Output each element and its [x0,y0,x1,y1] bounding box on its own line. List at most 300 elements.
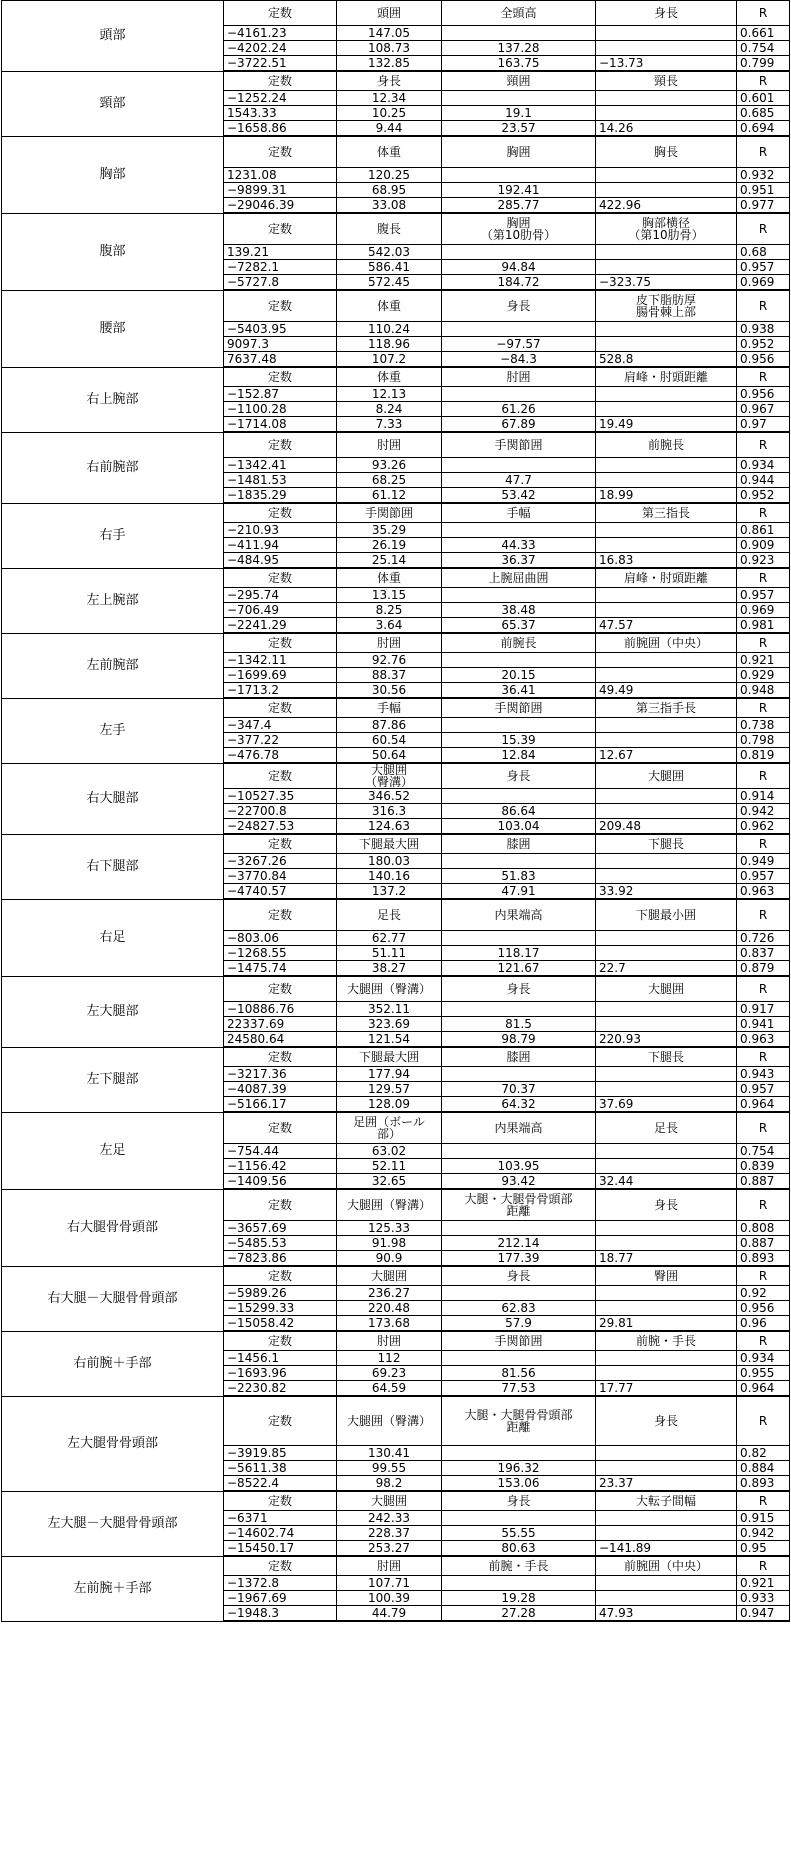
r-value-cell: 0.82 [737,1446,790,1461]
column-header: 肩峰・肘頭距離 [596,367,737,387]
coefficient-cell: 125.33 [337,1221,442,1236]
r-value-cell: 0.694 [737,121,790,137]
coefficient-cell: 9.44 [337,121,442,137]
column-header: 大腿囲 [337,1266,442,1286]
constant-cell: −152.87 [224,387,337,402]
column-header: 膝囲 [442,1047,596,1067]
coefficient-cell: 18.99 [596,488,737,504]
r-value-cell: 0.893 [737,1476,790,1492]
section-header-row [2,1112,790,1144]
coefficient-cell: 236.27 [337,1286,442,1301]
coefficient-cell: 228.37 [337,1526,442,1541]
coefficient-cell: 110.24 [337,322,442,337]
section-header-row [2,698,790,718]
constant-cell: −1835.29 [224,488,337,504]
constant-cell: −3267.26 [224,854,337,869]
column-header: 定数 [224,71,337,91]
column-header: R [737,503,790,523]
column-header: 肘囲 [337,1331,442,1351]
column-header: 手関節囲 [337,503,442,523]
coefficient-cell: 173.68 [337,1316,442,1332]
coefficient-cell: 92.76 [337,653,442,668]
r-value-cell: 0.601 [737,91,790,106]
column-header: 身長 [596,1396,737,1446]
constant-cell: −15058.42 [224,1316,337,1332]
coefficient-cell [442,588,596,603]
r-value-cell: 0.967 [737,402,790,417]
section-header-row [2,1047,790,1067]
coefficient-cell: 177.39 [442,1251,596,1267]
constant-cell: −15450.17 [224,1541,337,1557]
coefficient-cell [442,168,596,183]
coefficient-cell: 94.84 [442,260,596,275]
column-header: 身長 [442,1266,596,1286]
r-value-cell: 0.943 [737,1067,790,1082]
coefficient-cell: 86.64 [442,804,596,819]
r-value-cell: 0.957 [737,1082,790,1097]
section-name: 左大腿部 [2,976,224,1047]
column-header: 胸部横径 （第10肋骨） [596,213,737,245]
column-header: R [737,71,790,91]
column-header: R [737,367,790,387]
coefficient-cell [596,458,737,473]
coefficient-cell: 100.39 [337,1591,442,1606]
constant-cell: −3722.51 [224,56,337,72]
coefficient-cell: 120.25 [337,168,442,183]
coefficient-cell: 80.63 [442,1541,596,1557]
coefficient-cell: 8.25 [337,603,442,618]
coefficient-cell: 18.77 [596,1251,737,1267]
coefficient-cell [442,789,596,804]
coefficient-cell: 64.32 [442,1097,596,1113]
r-value-cell: 0.949 [737,854,790,869]
column-header: 手幅 [442,503,596,523]
coefficient-cell: 140.16 [337,869,442,884]
coefficient-cell [596,869,737,884]
coefficient-cell: 61.12 [337,488,442,504]
constant-cell: −5403.95 [224,322,337,337]
constant-cell: −347.4 [224,718,337,733]
coefficient-cell [596,1286,737,1301]
coefficient-cell [442,245,596,260]
coefficient-cell [596,588,737,603]
constant-cell: 24580.64 [224,1032,337,1048]
constant-cell: −10886.76 [224,1002,337,1017]
coefficient-cell: 220.93 [596,1032,737,1048]
column-header: 手関節囲 [442,432,596,458]
r-value-cell: 0.861 [737,523,790,538]
constant-cell: −5611.38 [224,1461,337,1476]
coefficient-cell [442,1351,596,1366]
constant-cell: −4740.57 [224,884,337,900]
r-value-cell: 0.951 [737,183,790,198]
section-name: 左手 [2,698,224,763]
coefficient-cell [596,538,737,553]
r-value-cell: 0.754 [737,41,790,56]
coefficient-cell: 137.28 [442,41,596,56]
coefficient-cell: 12.84 [442,748,596,764]
column-header: 定数 [224,1112,337,1144]
constant-cell: 9097.3 [224,337,337,352]
column-header: 体重 [337,290,442,322]
r-value-cell: 0.95 [737,1541,790,1557]
coefficient-cell: 23.37 [596,1476,737,1492]
r-value-cell: 0.963 [737,1032,790,1048]
coefficient-cell [596,1236,737,1251]
column-header: R [737,568,790,588]
r-value-cell: 0.92 [737,1286,790,1301]
column-header: R [737,1266,790,1286]
coefficient-cell [596,322,737,337]
coefficient-cell: 7.33 [337,417,442,433]
r-value-cell: 0.97 [737,417,790,433]
r-value-cell: 0.754 [737,1144,790,1159]
column-header: 肘囲 [337,633,442,653]
coefficient-cell [596,804,737,819]
r-value-cell: 0.941 [737,1017,790,1032]
coefficient-cell: 67.89 [442,417,596,433]
constant-cell: −754.44 [224,1144,337,1159]
coefficient-cell [596,523,737,538]
coefficient-cell [596,91,737,106]
column-header: R [737,213,790,245]
r-value-cell: 0.68 [737,245,790,260]
column-header: 身長 [442,290,596,322]
section-name: 右上腕部 [2,367,224,432]
column-header: 皮下脂肪厚 腸骨棘上部 [596,290,737,322]
column-header: 前腕長 [442,633,596,653]
column-header: 上腕屈曲囲 [442,568,596,588]
r-value-cell: 0.738 [737,718,790,733]
column-header: 手関節囲 [442,698,596,718]
column-header: R [737,432,790,458]
coefficient-cell [442,1144,596,1159]
column-header: 定数 [224,1266,337,1286]
constant-cell: −14602.74 [224,1526,337,1541]
coefficient-cell [442,26,596,41]
coefficient-cell: 35.29 [337,523,442,538]
coefficient-cell: 128.09 [337,1097,442,1113]
r-value-cell: 0.956 [737,1301,790,1316]
column-header: 前腕長 [596,432,737,458]
coefficient-cell [596,733,737,748]
constant-cell: 139.21 [224,245,337,260]
coefficient-cell: 44.79 [337,1606,442,1622]
column-header: 頸長 [596,71,737,91]
coefficient-cell [442,1511,596,1526]
constant-cell: −7823.86 [224,1251,337,1267]
column-header: 身長 [442,1491,596,1511]
coefficient-cell: 20.15 [442,668,596,683]
column-header: 臀囲 [596,1266,737,1286]
coefficient-cell: 10.25 [337,106,442,121]
section-name: 右大腿骨骨頭部 [2,1189,224,1266]
section-header-row [2,976,790,1002]
coefficient-cell: 14.26 [596,121,737,137]
column-header: 前腕囲（中央） [596,1556,737,1576]
section-header-row [2,1556,790,1576]
coefficient-cell: 177.94 [337,1067,442,1082]
r-value-cell: 0.964 [737,1097,790,1113]
coefficient-cell: −323.75 [596,275,737,291]
constant-cell: −4161.23 [224,26,337,41]
section-header-row [2,432,790,458]
coefficient-cell: 422.96 [596,198,737,214]
coefficient-cell [596,26,737,41]
r-value-cell: 0.819 [737,748,790,764]
coefficient-cell [596,1082,737,1097]
coefficient-cell [442,387,596,402]
coefficient-cell [596,789,737,804]
column-header: 足囲（ボール 部） [337,1112,442,1144]
column-header: 下腿長 [596,1047,737,1067]
coefficient-cell: 253.27 [337,1541,442,1557]
coefficient-cell [596,1002,737,1017]
coefficient-cell [596,402,737,417]
column-header: 定数 [224,698,337,718]
column-header: 身長 [337,71,442,91]
constant-cell: −5485.53 [224,1236,337,1251]
r-value-cell: 0.837 [737,946,790,961]
constant-cell: −6371 [224,1511,337,1526]
r-value-cell: 0.942 [737,804,790,819]
coefficient-cell [596,1461,737,1476]
section-header-row [2,71,790,91]
coefficient-cell [442,322,596,337]
coefficient-cell: 91.98 [337,1236,442,1251]
r-value-cell: 0.921 [737,653,790,668]
coefficient-cell [442,653,596,668]
r-value-cell: 0.962 [737,819,790,835]
coefficient-cell: 93.26 [337,458,442,473]
column-header: R [737,1556,790,1576]
coefficient-cell [442,1002,596,1017]
coefficient-cell: 51.11 [337,946,442,961]
coefficient-cell [442,523,596,538]
coefficient-cell: 62.77 [337,931,442,946]
column-header: 定数 [224,568,337,588]
coefficient-cell [596,168,737,183]
constant-cell: −24827.53 [224,819,337,835]
coefficient-cell [596,718,737,733]
section-name: 頸部 [2,71,224,136]
constant-cell: −1967.69 [224,1591,337,1606]
column-header: 第三指手長 [596,698,737,718]
coefficient-cell: 147.05 [337,26,442,41]
section-name: 右大腿部 [2,763,224,834]
coefficient-cell: 61.26 [442,402,596,417]
column-header: 定数 [224,1189,337,1221]
r-value-cell: 0.956 [737,387,790,402]
coefficient-cell [442,458,596,473]
coefficient-cell [596,337,737,352]
coefficient-cell: 129.57 [337,1082,442,1097]
column-header: 下腿最大囲 [337,1047,442,1067]
coefficient-cell: 33.92 [596,884,737,900]
constant-cell: −1342.11 [224,653,337,668]
constant-cell: −3919.85 [224,1446,337,1461]
column-header: 胸囲 [442,136,596,168]
coefficient-cell: 586.41 [337,260,442,275]
coefficient-cell [596,1221,737,1236]
coefficient-cell [596,183,737,198]
column-header: 体重 [337,367,442,387]
r-value-cell: 0.948 [737,683,790,699]
coefficient-cell: 15.39 [442,733,596,748]
constant-cell: −9899.31 [224,183,337,198]
constant-cell: −8522.4 [224,1476,337,1492]
constant-cell: −476.78 [224,748,337,764]
r-value-cell: 0.952 [737,337,790,352]
section-name: 右前腕部 [2,432,224,503]
column-header: 定数 [224,1331,337,1351]
constant-cell: −1342.41 [224,458,337,473]
column-header: 下腿最小囲 [596,899,737,931]
constant-cell: −7282.1 [224,260,337,275]
constant-cell: −1658.86 [224,121,337,137]
coefficient-cell: 93.42 [442,1174,596,1190]
coefficient-cell: 130.41 [337,1446,442,1461]
constant-cell: −1713.2 [224,683,337,699]
constant-cell: −1372.8 [224,1576,337,1591]
coefficient-cell [596,1067,737,1082]
coefficient-cell [596,1511,737,1526]
section-header-row [2,633,790,653]
constant-cell: −1456.1 [224,1351,337,1366]
section-header-row [2,213,790,245]
coefficient-cell: 542.03 [337,245,442,260]
column-header: 足長 [337,899,442,931]
r-value-cell: 0.726 [737,931,790,946]
constant-cell: −1948.3 [224,1606,337,1622]
column-header: 肩峰・肘頭距離 [596,568,737,588]
section-name: 左前腕＋手部 [2,1556,224,1621]
r-value-cell: 0.929 [737,668,790,683]
coefficient-cell [596,1576,737,1591]
coefficient-cell: 12.34 [337,91,442,106]
section-name: 胸部 [2,136,224,213]
coefficient-cell: 19.1 [442,106,596,121]
coefficient-cell: 108.73 [337,41,442,56]
coefficient-cell [596,1446,737,1461]
column-header: 腹長 [337,213,442,245]
column-header: 頭囲 [337,1,442,26]
section-name: 左足 [2,1112,224,1189]
column-header: 大腿・大腿骨骨頭部 距離 [442,1396,596,1446]
column-header: R [737,1331,790,1351]
column-header: 全頭高 [442,1,596,26]
coefficient-cell: 528.8 [596,352,737,368]
column-header: 定数 [224,763,337,789]
column-header: 定数 [224,976,337,1002]
column-header: 胸囲 （第10肋骨） [442,213,596,245]
coefficient-cell [596,854,737,869]
column-header: 定数 [224,1,337,26]
r-value-cell: 0.957 [737,869,790,884]
section-header-row [2,1491,790,1511]
coefficient-cell: 68.95 [337,183,442,198]
coefficient-cell: 180.03 [337,854,442,869]
r-value-cell: 0.932 [737,168,790,183]
column-header: 前腕・手長 [442,1556,596,1576]
coefficient-cell: 184.72 [442,275,596,291]
coefficient-cell: 16.83 [596,553,737,569]
constant-cell: −295.74 [224,588,337,603]
section-header-row [2,136,790,168]
coefficient-cell: 118.96 [337,337,442,352]
constant-cell: −377.22 [224,733,337,748]
r-value-cell: 0.934 [737,1351,790,1366]
column-header: 体重 [337,568,442,588]
coefficient-cell: 192.41 [442,183,596,198]
constant-cell: −1699.69 [224,668,337,683]
r-value-cell: 0.914 [737,789,790,804]
section-header-row [2,1189,790,1221]
coefficient-cell: 69.23 [337,1366,442,1381]
column-header: 内果端高 [442,1112,596,1144]
constant-cell: 22337.69 [224,1017,337,1032]
r-value-cell: 0.887 [737,1174,790,1190]
section-header-row [2,1,790,26]
constant-cell: −1693.96 [224,1366,337,1381]
regression-table [1,0,790,1622]
coefficient-cell: 29.81 [596,1316,737,1332]
r-value-cell: 0.957 [737,588,790,603]
coefficient-cell: 323.69 [337,1017,442,1032]
coefficient-cell [442,1221,596,1236]
constant-cell: −706.49 [224,603,337,618]
coefficient-cell [596,1017,737,1032]
constant-cell: 7637.48 [224,352,337,368]
r-value-cell: 0.923 [737,553,790,569]
column-header: 定数 [224,633,337,653]
coefficient-cell: 98.2 [337,1476,442,1492]
column-header: 身長 [442,763,596,789]
r-value-cell: 0.955 [737,1366,790,1381]
section-name: 右足 [2,899,224,976]
coefficient-cell: 121.67 [442,961,596,977]
section-name: 右手 [2,503,224,568]
section-name: 右前腕＋手部 [2,1331,224,1396]
coefficient-cell: 107.71 [337,1576,442,1591]
column-header: 大腿囲 [596,976,737,1002]
coefficient-cell [596,245,737,260]
coefficient-cell: 51.83 [442,869,596,884]
coefficient-cell: 47.57 [596,618,737,634]
column-header: 手関節囲 [442,1331,596,1351]
column-header: 大腿囲（臀溝） [337,1189,442,1221]
column-header: 大腿囲 [596,763,737,789]
coefficient-cell: 121.54 [337,1032,442,1048]
coefficient-cell: 98.79 [442,1032,596,1048]
section-name: 右下腿部 [2,834,224,899]
constant-cell: −5166.17 [224,1097,337,1113]
column-header: 肘囲 [337,432,442,458]
column-header: 胸長 [596,136,737,168]
column-header: R [737,899,790,931]
column-header: 定数 [224,1396,337,1446]
column-header: 定数 [224,290,337,322]
section-name: 頭部 [2,1,224,72]
coefficient-cell: 346.52 [337,789,442,804]
r-value-cell: 0.981 [737,618,790,634]
coefficient-cell: 285.77 [442,198,596,214]
section-header-row [2,1331,790,1351]
constant-cell: −29046.39 [224,198,337,214]
column-header: R [737,136,790,168]
coefficient-cell [596,1159,737,1174]
constant-cell: −3770.84 [224,869,337,884]
